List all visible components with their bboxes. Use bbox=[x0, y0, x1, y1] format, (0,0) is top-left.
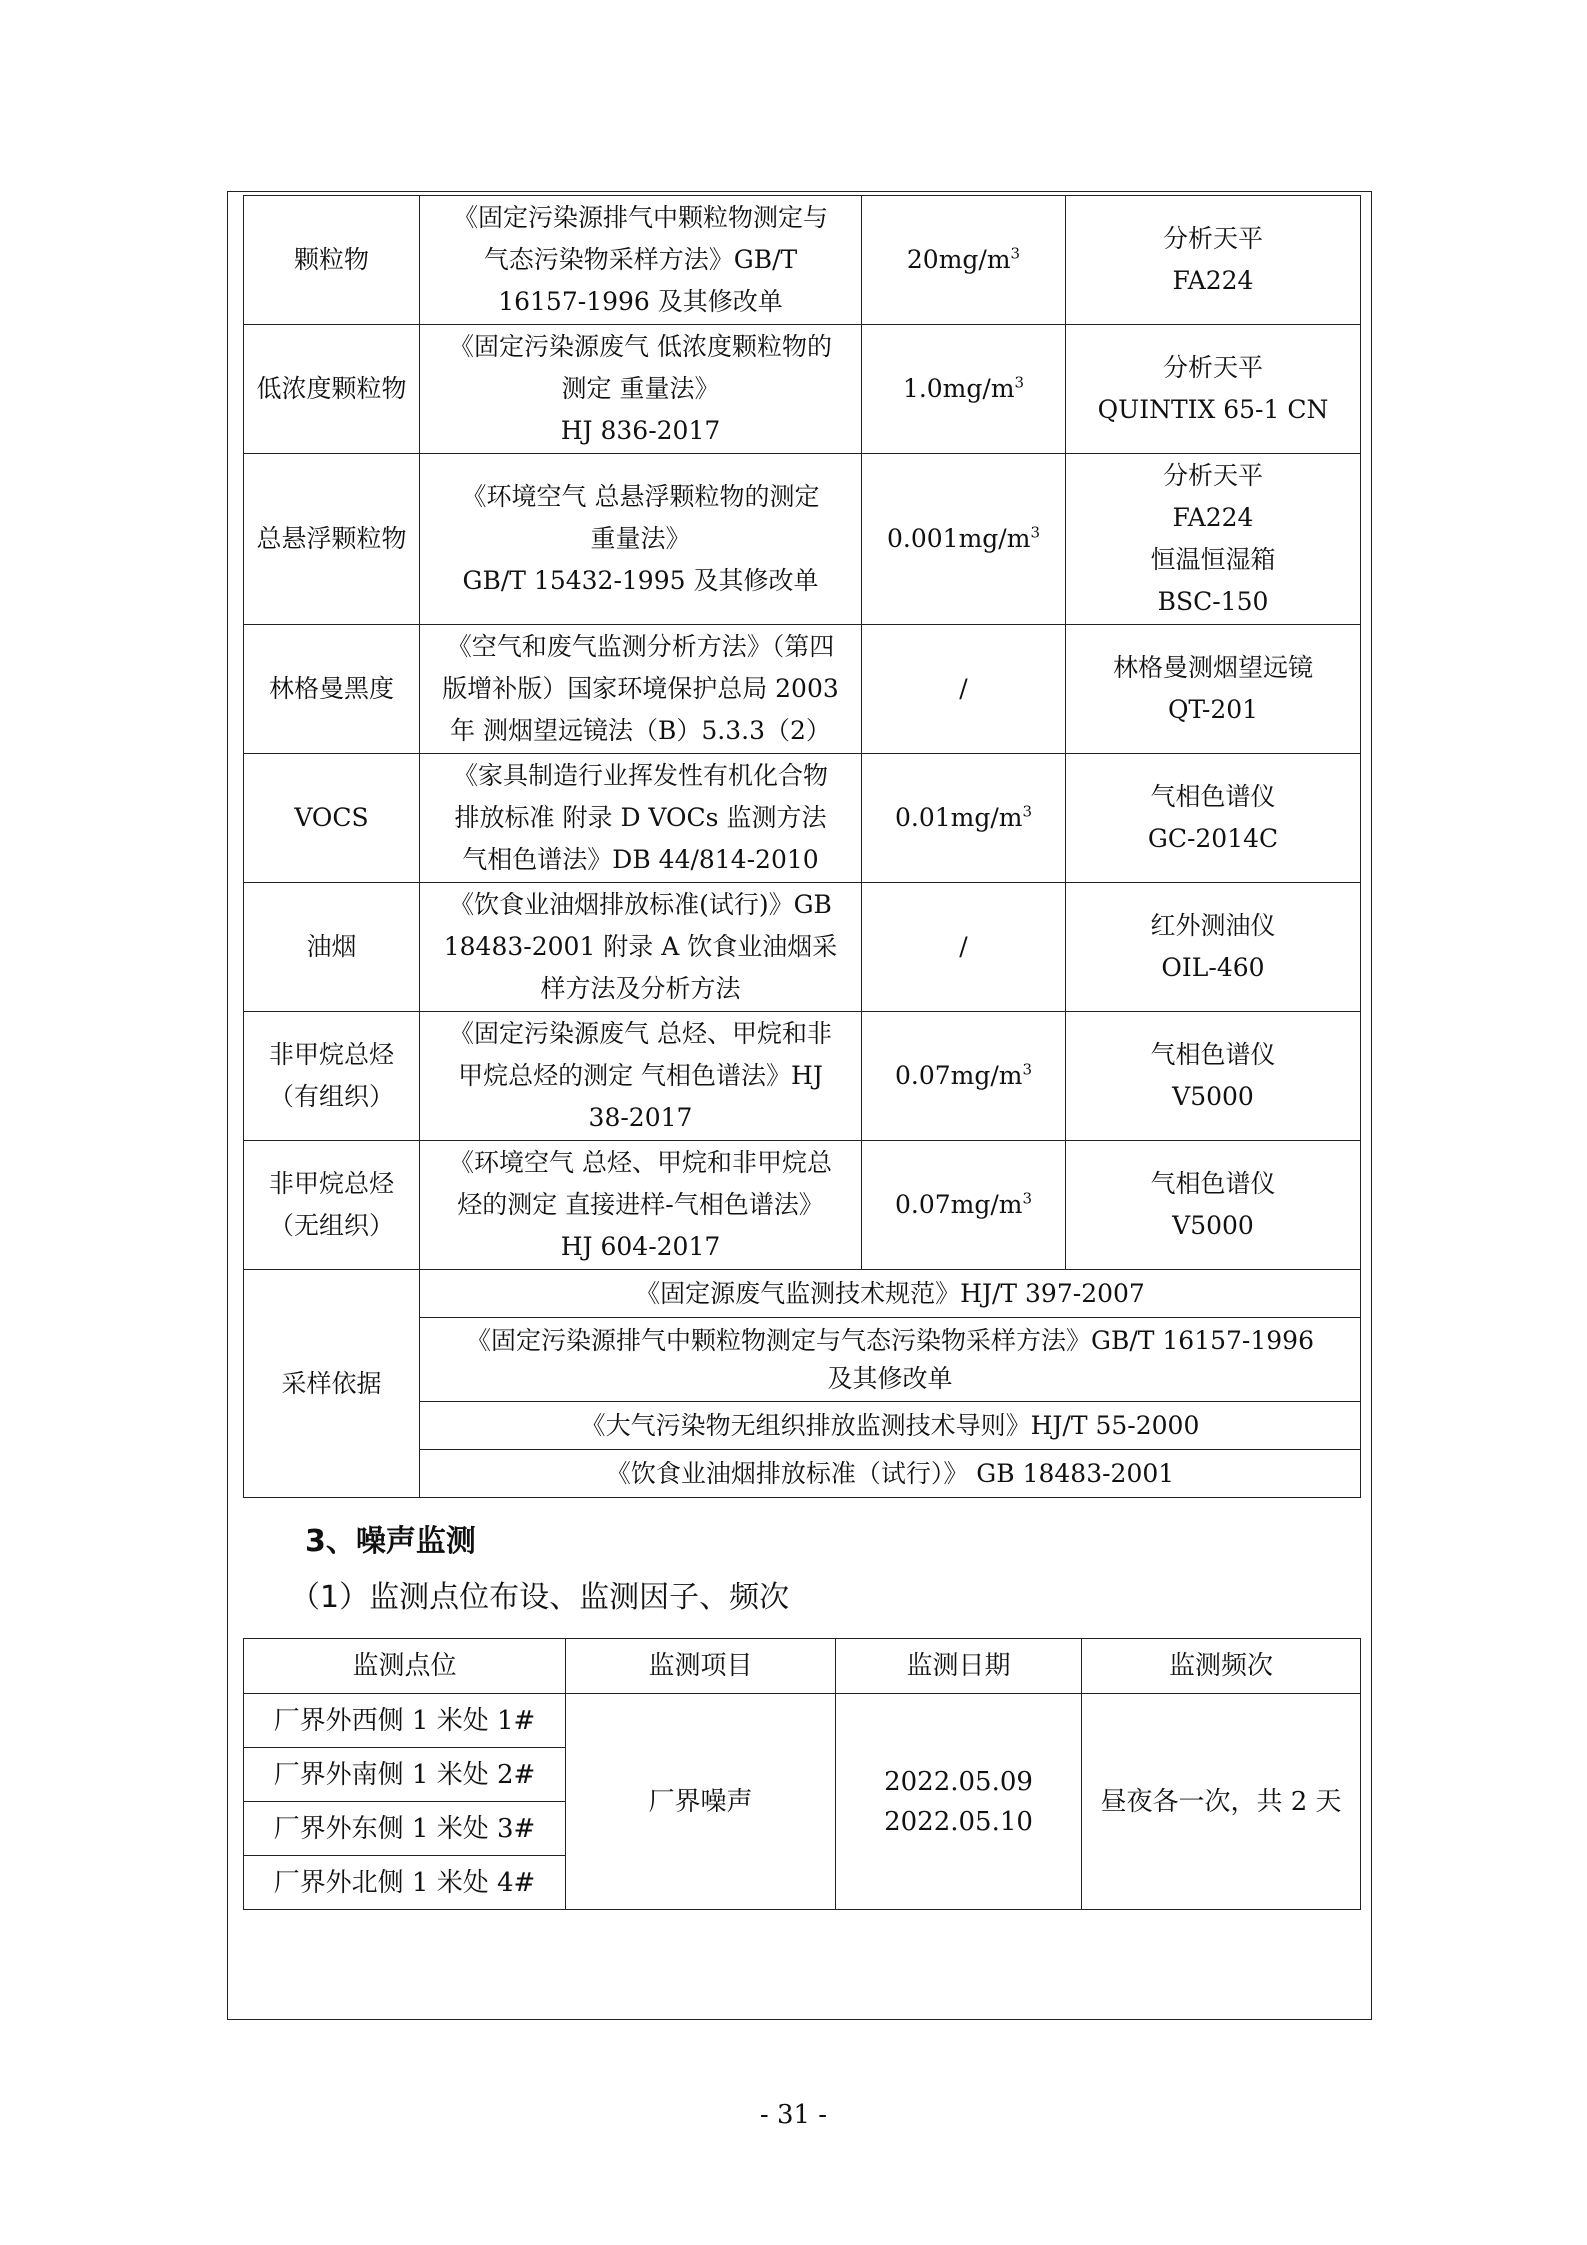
factor-cell bbox=[244, 754, 420, 883]
table-row bbox=[244, 1012, 1361, 1141]
table-row bbox=[244, 754, 1361, 883]
instrument-cell-line: 气相色谱仪 bbox=[1150, 1169, 1276, 1198]
method-cell-line: 气态污染物采样方法》GB/T bbox=[483, 245, 798, 274]
factor-cell-line: （无组织） bbox=[268, 1211, 394, 1240]
sampling-basis-item-line: 《固定源废气监测技术规范》HJ/T 397-2007 bbox=[635, 1278, 1145, 1308]
header-frequency: 监测频次 bbox=[1082, 1639, 1361, 1694]
table-row bbox=[244, 454, 1361, 625]
method-cell-line: 18483-2001 附录 A 饮食业油烟采 bbox=[443, 932, 838, 961]
limit-unit-superscript: 3 bbox=[1030, 523, 1040, 542]
limit-value: 1.0mg/m bbox=[902, 374, 1015, 403]
factor-cell bbox=[244, 625, 420, 754]
instrument-cell-line: V5000 bbox=[1172, 1082, 1254, 1111]
instrument-cell bbox=[1066, 454, 1361, 625]
method-cell bbox=[420, 325, 862, 454]
noise-item: 厂界噪声 bbox=[566, 1694, 836, 1910]
method-cell-line: HJ 836-2017 bbox=[560, 416, 721, 445]
factor-cell-line: 林格曼黑度 bbox=[268, 674, 394, 703]
table-row bbox=[244, 325, 1361, 454]
noise-dates bbox=[836, 1694, 1082, 1910]
instrument-cell-line: GC-2014C bbox=[1147, 824, 1279, 853]
method-cell-line: GB/T 15432-1995 及其修改单 bbox=[462, 566, 819, 595]
noise-frequency: 昼夜各一次，共 2 天 bbox=[1082, 1694, 1361, 1910]
table-row bbox=[244, 883, 1361, 1012]
header-item: 监测项目 bbox=[566, 1639, 836, 1694]
method-cell-line: 《固定污染源废气 低浓度颗粒物的 bbox=[449, 332, 832, 361]
method-cell-line: 样方法及分析方法 bbox=[540, 974, 741, 1003]
method-cell-line: 重量法》 bbox=[590, 524, 691, 553]
factor-cell-line: （有组织） bbox=[268, 1082, 394, 1111]
instrument-cell bbox=[1066, 625, 1361, 754]
limit-cell bbox=[862, 196, 1066, 325]
instrument-cell-line: FA224 bbox=[1172, 266, 1254, 295]
limit-unit-superscript: 3 bbox=[1022, 1189, 1033, 1208]
factor-cell-line: 颗粒物 bbox=[293, 245, 369, 274]
instrument-cell-line: 分析天平 bbox=[1162, 224, 1263, 253]
monitoring-method-table bbox=[243, 195, 1361, 1498]
method-cell bbox=[420, 754, 862, 883]
noise-point: 厂界外东侧 1 米处 3# bbox=[244, 1802, 566, 1856]
limit-cell bbox=[862, 1012, 1066, 1141]
method-cell-line: 测定 重量法》 bbox=[561, 374, 720, 403]
instrument-cell-line: V5000 bbox=[1172, 1211, 1254, 1240]
limit-cell bbox=[862, 625, 1066, 754]
limit-cell bbox=[862, 754, 1066, 883]
sampling-basis-item bbox=[420, 1402, 1361, 1450]
noise-point: 厂界外西侧 1 米处 1# bbox=[244, 1694, 566, 1748]
method-cell bbox=[420, 454, 862, 625]
sampling-basis-label: 采样依据 bbox=[244, 1270, 420, 1498]
limit-value: 0.07mg/m bbox=[894, 1190, 1023, 1219]
sampling-basis-row bbox=[244, 1270, 1361, 1318]
method-cell bbox=[420, 1012, 862, 1141]
limit-unit-superscript: 3 bbox=[1022, 1060, 1033, 1079]
factor-cell-line: 总悬浮颗粒物 bbox=[256, 524, 407, 553]
method-cell bbox=[420, 196, 862, 325]
method-cell-line: 《饮食业油烟排放标准(试行)》GB bbox=[449, 890, 832, 919]
method-cell-line: 年 测烟望远镜法（B）5.3.3（2） bbox=[450, 716, 831, 745]
sampling-basis-item-line: 《固定污染源排气中颗粒物测定与气态污染物采样方法》GB/T 16157-1996 bbox=[466, 1325, 1314, 1355]
instrument-cell-line: QUINTIX 65-1 CN bbox=[1097, 395, 1329, 424]
instrument-cell-line: QT-201 bbox=[1167, 695, 1259, 724]
method-cell-line: 烃的测定 直接进样-气相色谱法》 bbox=[457, 1190, 824, 1219]
method-cell-line: 排放标准 附录 D VOCs 监测方法 bbox=[454, 803, 827, 832]
header-point: 监测点位 bbox=[244, 1639, 566, 1694]
method-cell bbox=[420, 1141, 862, 1270]
limit-unit-superscript: 3 bbox=[1022, 802, 1033, 821]
method-cell-line: HJ 604-2017 bbox=[560, 1232, 721, 1261]
method-cell-line: 38-2017 bbox=[588, 1103, 693, 1132]
factor-cell bbox=[244, 883, 420, 1012]
method-cell-line: 版增补版）国家环境保护总局 2003 bbox=[442, 674, 839, 703]
factor-cell bbox=[244, 325, 420, 454]
instrument-cell bbox=[1066, 196, 1361, 325]
limit-value: 20mg/m bbox=[906, 245, 1011, 274]
noise-date: 2022.05.10 bbox=[884, 1806, 1033, 1837]
instrument-cell-line: 林格曼测烟望远镜 bbox=[1112, 653, 1313, 682]
instrument-cell-line: FA224 bbox=[1172, 503, 1254, 532]
sampling-basis-item bbox=[420, 1450, 1361, 1498]
instrument-cell-line: 气相色谱仪 bbox=[1150, 1040, 1276, 1069]
method-cell-line: 气相色谱法》DB 44/814-2010 bbox=[462, 845, 819, 874]
method-cell-line: 16157-1996 及其修改单 bbox=[498, 287, 783, 316]
factor-cell bbox=[244, 196, 420, 325]
table-row bbox=[244, 1141, 1361, 1270]
table-row bbox=[244, 625, 1361, 754]
limit-value: / bbox=[959, 674, 968, 703]
limit-unit-superscript: 3 bbox=[1010, 244, 1021, 263]
limit-cell bbox=[862, 1141, 1066, 1270]
factor-cell bbox=[244, 1141, 420, 1270]
instrument-cell-line: 分析天平 bbox=[1162, 353, 1263, 382]
factor-cell-line: 非甲烷总烃 bbox=[268, 1040, 394, 1069]
factor-cell-line: VOCS bbox=[294, 803, 369, 832]
method-cell-line: 《家具制造行业挥发性有机化合物 bbox=[452, 761, 828, 790]
method-cell-line: 《固定污染源废气 总烃、甲烷和非 bbox=[449, 1019, 832, 1048]
sampling-basis-item-line: 《大气污染物无组织排放监测技术导则》HJ/T 55-2000 bbox=[580, 1410, 1200, 1440]
limit-value: / bbox=[959, 932, 968, 961]
method-cell-line: 《环境空气 总悬浮颗粒物的测定 bbox=[461, 482, 820, 511]
instrument-cell-line: 分析天平 bbox=[1162, 461, 1263, 490]
sampling-basis-item-line: 及其修改单 bbox=[827, 1363, 953, 1393]
page-number: - 31 - bbox=[759, 2100, 828, 2130]
table-row bbox=[244, 196, 1361, 325]
instrument-cell-line: BSC-150 bbox=[1157, 587, 1269, 616]
sub-heading: （1）监测点位布设、监测因子、频次 bbox=[290, 1580, 790, 1615]
limit-unit-superscript: 3 bbox=[1014, 373, 1025, 392]
instrument-cell bbox=[1066, 754, 1361, 883]
limit-cell bbox=[862, 454, 1066, 625]
method-cell bbox=[420, 883, 862, 1012]
noise-date: 2022.05.09 bbox=[884, 1766, 1033, 1797]
method-cell-line: 《环境空气 总烃、甲烷和非甲烷总 bbox=[449, 1148, 832, 1177]
factor-cell-line: 非甲烷总烃 bbox=[268, 1169, 394, 1198]
noise-point: 厂界外南侧 1 米处 2# bbox=[244, 1748, 566, 1802]
method-cell-line: 《固定污染源排气中颗粒物测定与 bbox=[452, 203, 828, 232]
noise-point: 厂界外北侧 1 米处 4# bbox=[244, 1856, 566, 1910]
limit-value: 0.07mg/m bbox=[894, 1061, 1023, 1090]
instrument-cell-line: OIL-460 bbox=[1161, 953, 1265, 982]
sampling-basis-item bbox=[420, 1318, 1361, 1402]
instrument-cell-line: 红外测油仪 bbox=[1150, 911, 1276, 940]
instrument-cell bbox=[1066, 1141, 1361, 1270]
instrument-cell bbox=[1066, 325, 1361, 454]
method-cell-line: 《空气和废气监测分析方法》（第四 bbox=[446, 632, 835, 661]
method-cell-line: 甲烷总烃的测定 气相色谱法》HJ bbox=[458, 1061, 823, 1090]
limit-cell bbox=[862, 883, 1066, 1012]
method-cell bbox=[420, 625, 862, 754]
limit-cell bbox=[862, 325, 1066, 454]
sampling-basis-item bbox=[420, 1270, 1361, 1318]
factor-cell bbox=[244, 454, 420, 625]
instrument-cell-line: 恒温恒湿箱 bbox=[1150, 545, 1276, 574]
instrument-cell bbox=[1066, 883, 1361, 1012]
factor-cell bbox=[244, 1012, 420, 1141]
limit-value: 0.01mg/m bbox=[894, 803, 1023, 832]
sampling-basis-item-line: 《饮食业油烟排放标准（试行）》 GB 18483-2001 bbox=[605, 1458, 1175, 1488]
instrument-cell bbox=[1066, 1012, 1361, 1141]
limit-value: 0.001mg/m bbox=[887, 524, 1031, 553]
instrument-cell-line: 气相色谱仪 bbox=[1150, 782, 1276, 811]
factor-cell-line: 油烟 bbox=[306, 932, 357, 961]
section-heading: 3、噪声监测 bbox=[305, 1524, 476, 1559]
factor-cell-line: 低浓度颗粒物 bbox=[256, 374, 407, 403]
header-date: 监测日期 bbox=[836, 1639, 1082, 1694]
noise-monitoring-table bbox=[243, 1638, 1361, 1910]
